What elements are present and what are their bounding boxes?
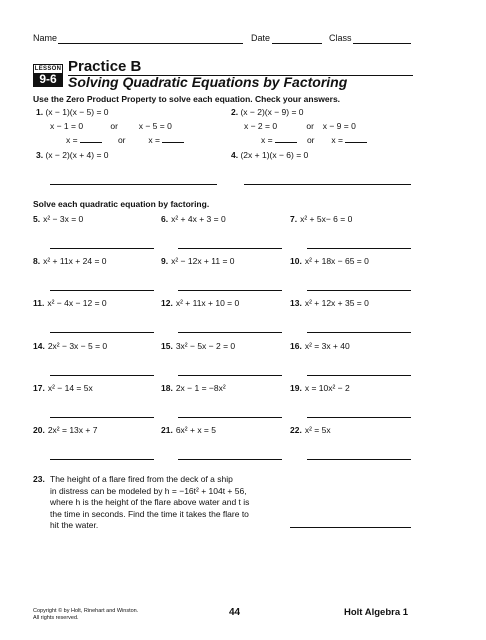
equation: x² = 5x xyxy=(304,425,331,435)
problem-21 xyxy=(161,425,216,435)
equation: x² + 12x + 35 = 0 xyxy=(304,298,369,309)
equation: x² − 12x + 11 = 0 xyxy=(171,256,235,267)
answer-line[interactable] xyxy=(307,375,411,376)
problem-18 xyxy=(161,383,226,393)
answer-blank[interactable] xyxy=(162,134,184,143)
equation: x = 10x² − 2 xyxy=(304,382,350,393)
problem-number: 21. xyxy=(161,425,173,435)
answer-line[interactable] xyxy=(50,290,154,291)
problem-9 xyxy=(161,256,235,266)
lesson-number: 9-6 xyxy=(34,73,62,86)
answer-line-3[interactable] xyxy=(50,184,217,185)
answer-line[interactable] xyxy=(178,417,282,418)
problem-number: 10. xyxy=(290,256,302,267)
problem-11 xyxy=(33,298,107,308)
equation: 6x² + x = 5 xyxy=(175,425,216,435)
equation: x² − 3x = 0 xyxy=(43,214,84,224)
lesson-badge xyxy=(33,64,63,87)
problem-number: 11. xyxy=(33,298,45,309)
problem-2-step: x − 2 = 0 or x − 9 = 0 xyxy=(244,121,356,131)
equation: x² + 11x + 10 = 0 xyxy=(175,298,240,309)
answer-line[interactable] xyxy=(307,459,411,460)
problem-3: 3. (x − 2)(x + 4) = 0 xyxy=(36,150,109,160)
problem-number: 5. xyxy=(33,214,41,224)
problem-number: 19. xyxy=(290,382,302,393)
date-field[interactable] xyxy=(272,43,322,44)
answer-line[interactable] xyxy=(178,332,282,333)
problem-number: 6. xyxy=(161,214,169,224)
problem-number: 20. xyxy=(33,425,45,435)
problem-4: 4. (2x + 1)(x − 6) = 0 xyxy=(231,150,309,160)
answer-line-4[interactable] xyxy=(244,184,411,185)
equation: x² − 4x − 12 = 0 xyxy=(47,298,107,309)
problem-number: 23. xyxy=(33,474,45,484)
equation: 2x − 1 = −8x² xyxy=(175,382,226,393)
date-label: Date xyxy=(251,33,271,43)
problem-1-answer: x = or x = xyxy=(66,134,184,145)
name-field[interactable] xyxy=(58,43,243,44)
answer-line[interactable] xyxy=(307,417,411,418)
problem-5 xyxy=(33,214,83,224)
problem-number: 13. xyxy=(290,298,302,309)
name-label: Name xyxy=(33,33,58,43)
problem-19 xyxy=(290,383,350,393)
class-field[interactable] xyxy=(353,43,411,44)
problem-16 xyxy=(290,341,350,351)
answer-line[interactable] xyxy=(50,459,154,460)
problem-number: 2. xyxy=(231,107,239,117)
page-title: Practice B xyxy=(68,58,142,75)
equation: (x − 1)(x − 5) = 0 xyxy=(45,107,109,117)
equation: x² = 3x + 40 xyxy=(304,340,350,351)
problem-number: 7. xyxy=(290,214,298,224)
answer-line[interactable] xyxy=(307,248,411,249)
answer-line[interactable] xyxy=(178,290,282,291)
answer-blank[interactable] xyxy=(275,134,297,143)
copyright: Copyright © by Holt, Rinehart and Winston. All rights reserved. xyxy=(33,608,139,621)
equation: 3x² − 5x − 2 = 0 xyxy=(175,340,236,351)
problem-17 xyxy=(33,383,93,393)
equation: x² + 11x + 24 = 0 xyxy=(43,256,107,267)
problem-2-answer: x = or x = xyxy=(261,134,367,145)
answer-line[interactable] xyxy=(50,332,154,333)
lesson-tag: LESSON xyxy=(34,66,62,72)
problem-number: 16. xyxy=(290,340,302,351)
section1-instruction: Use the Zero Product Property to solve each equation. Check your answers. xyxy=(33,94,341,104)
answer-line[interactable] xyxy=(178,459,282,460)
problem-12 xyxy=(161,298,239,308)
problem-14 xyxy=(33,341,107,351)
answer-blank[interactable] xyxy=(345,134,367,143)
equation: x² + 4x + 3 = 0 xyxy=(171,214,226,224)
equation: x² + 5x− 6 = 0 xyxy=(300,214,353,224)
problem-2 xyxy=(231,107,304,117)
equation: x² − 14 = 5x xyxy=(47,382,93,393)
answer-line[interactable] xyxy=(50,375,154,376)
page-subtitle: Solving Quadratic Equations by Factoring xyxy=(68,74,348,90)
problem-1 xyxy=(36,107,109,117)
problem-number: 14. xyxy=(33,340,45,351)
problem-15 xyxy=(161,341,235,351)
problem-number: 12. xyxy=(161,298,173,309)
answer-line[interactable] xyxy=(50,417,154,418)
problem-20 xyxy=(33,425,97,435)
problem-number: 18. xyxy=(161,382,173,393)
equation: x² + 18x − 65 = 0 xyxy=(304,256,369,267)
problem-1-step: x − 1 = 0 or x − 5 = 0 xyxy=(50,121,172,131)
answer-line[interactable] xyxy=(307,290,411,291)
equation: (x − 2)(x − 9) = 0 xyxy=(240,107,304,117)
answer-line[interactable] xyxy=(307,332,411,333)
answer-line[interactable] xyxy=(50,248,154,249)
class-label: Class xyxy=(329,33,352,43)
answer-blank[interactable] xyxy=(80,134,102,143)
problem-number: 9. xyxy=(161,256,169,267)
section2-instruction: Solve each quadratic equation by factoring. xyxy=(33,199,210,209)
problem-23-text: The height of a flare fired from the deck of a ship in distress can be modeled by h = −16t² + 104t + 56, where h is the height of the flare above water and t is the time in seconds. Find the time it takes the flare to hit the water. xyxy=(50,474,250,530)
equation: 2x² − 3x − 5 = 0 xyxy=(47,340,108,351)
problem-23 xyxy=(33,474,45,486)
problem-number: 17. xyxy=(33,382,45,393)
problem-7 xyxy=(290,214,352,224)
problem-number: 8. xyxy=(33,256,41,267)
problem-number: 1. xyxy=(36,107,44,117)
answer-line[interactable] xyxy=(178,375,282,376)
problem-22 xyxy=(290,425,331,435)
answer-line[interactable] xyxy=(178,248,282,249)
equation: 2x² = 13x + 7 xyxy=(47,425,98,435)
book-title: Holt Algebra 1 xyxy=(344,607,409,618)
problem-number: 22. xyxy=(290,425,302,435)
problem-number: 15. xyxy=(161,340,173,351)
problem-6 xyxy=(161,214,226,224)
problem-10 xyxy=(290,256,369,266)
problem-13 xyxy=(290,298,369,308)
problem-8 xyxy=(33,256,107,266)
page-number: 44 xyxy=(229,607,241,618)
answer-line-23[interactable] xyxy=(290,527,411,528)
